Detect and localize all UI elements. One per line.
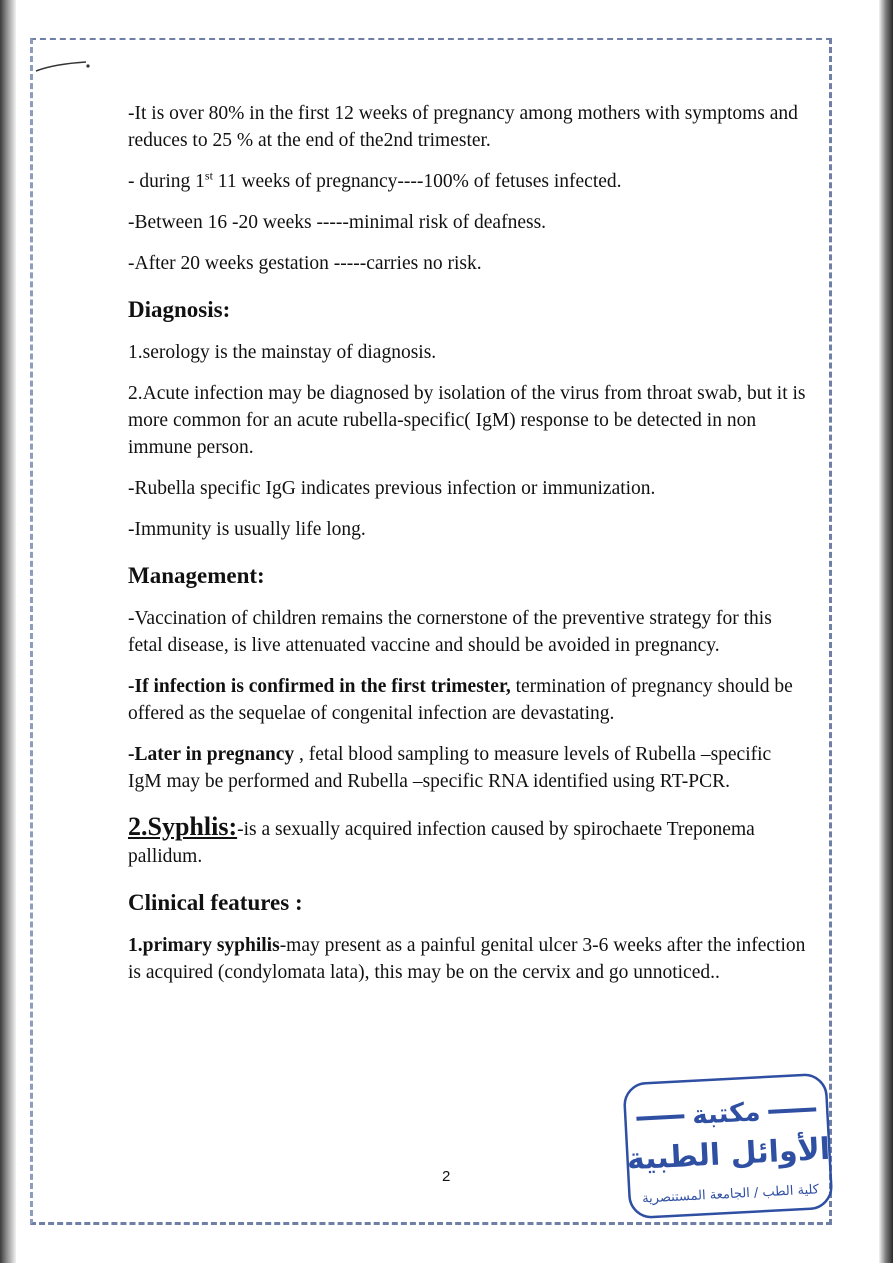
stamp-rule-left <box>636 1116 684 1119</box>
stamp-line-2: الأوائل الطبية <box>625 1131 831 1178</box>
diagnosis-item-2: 2.Acute infection may be diagnosed by isolation of the virus from throat swab, but it is more common for an acute rubella-specific( IgM) response to be detected in non immune person. <box>128 383 806 458</box>
later-pregnancy-text: , fetal blood sampling to measure levels of Rubella –specific IgM may be performed and Rubella –specific RNA identified using RT-PCR. <box>128 744 772 792</box>
document-body <box>128 100 808 986</box>
stamp-rule-right <box>768 1109 816 1112</box>
later-pregnancy-bold: -Later in pregnancy <box>128 744 295 765</box>
syphilis-text: -is a sexually acquired infection caused by spirochaete Treponema pallidum. <box>128 819 755 867</box>
diagnosis-item-3: -Rubella specific IgG indicates previous infection or immunization. <box>128 478 656 499</box>
primary-syphilis-text: -may present as a painful genital ulcer 3-6 weeks after the infection is acquired (condylomata lata), this may be on the cervix and go unnoticed.. <box>128 935 806 983</box>
page-number: 2 <box>442 1168 451 1185</box>
management-first-trimester <box>128 673 808 727</box>
intro-paragraph-3: -Between 16 -20 weeks -----minimal risk of deafness. <box>128 212 547 233</box>
intro-paragraph-4: -After 20 weeks gestation -----carries no risk. <box>128 253 482 274</box>
syphilis-paragraph <box>128 813 808 870</box>
pen-mark <box>34 58 90 74</box>
superscript-st: st <box>204 168 213 183</box>
clinical-features-heading: Clinical features : <box>128 890 303 915</box>
stamp-line-1: مكتبة <box>691 1097 762 1131</box>
diagnosis-item-4: -Immunity is usually life long. <box>128 519 366 540</box>
intro-paragraph-2 <box>128 168 808 195</box>
scan-right-edge <box>879 0 893 1263</box>
management-vaccination: -Vaccination of children remains the cornerstone of the preventive strategy for this fetal disease, is live attenuated vaccine and should be avoided in pregnancy. <box>128 608 772 656</box>
first-trimester-text: termination of pregnancy should be offered as the sequelae of congenital infection are devastating. <box>128 676 793 724</box>
intro-2-start: - during 1 <box>128 171 205 192</box>
intro-paragraph-1: -It is over 80% in the first 12 weeks of pregnancy among mothers with symptoms and reduces to 25 % at the end of the2nd trimester. <box>128 103 798 151</box>
stamp-line-3: كلية الطب / الجامعة المستنصرية <box>641 1182 820 1207</box>
management-later <box>128 741 808 795</box>
diagnosis-heading: Diagnosis: <box>128 297 231 322</box>
first-trimester-bold: -If infection is confirmed in the first trimester, <box>128 676 511 697</box>
library-stamp <box>620 1071 835 1222</box>
primary-syphilis-bold: 1.primary syphilis <box>128 935 280 956</box>
primary-syphilis-paragraph <box>128 932 808 986</box>
syphilis-title: 2.Syphlis: <box>128 812 238 841</box>
scan-left-edge <box>0 0 16 1263</box>
diagnosis-item-1: 1.serology is the mainstay of diagnosis. <box>128 342 437 363</box>
management-heading: Management: <box>128 563 265 588</box>
intro-2-end: 11 weeks of pregnancy----100% of fetuses infected. <box>212 171 622 192</box>
